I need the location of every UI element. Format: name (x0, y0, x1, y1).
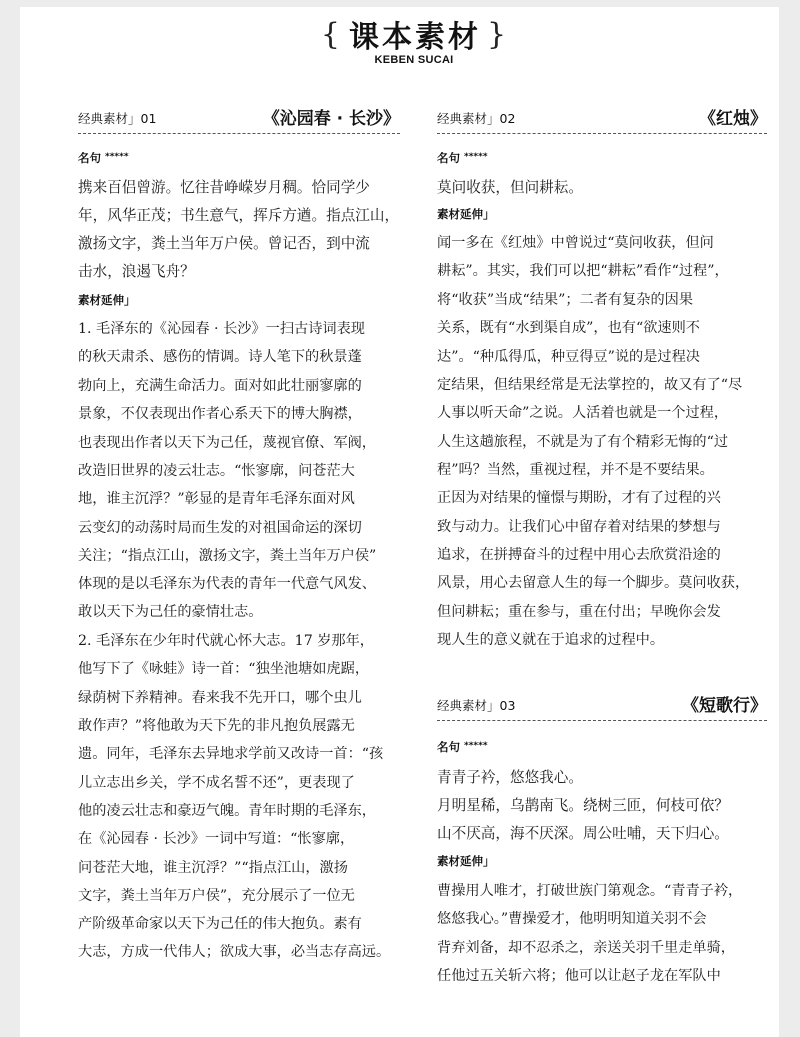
dashed-divider (437, 133, 767, 134)
paragraph-line: 悠悠我心。”曹操爱才，他明明知道关羽不会 (437, 911, 707, 927)
paragraph-line: 耕耘”。其实，我们可以把“耕耘”看作“过程”， (437, 263, 729, 279)
quote-line: 年，风华正茂；书生意气，挥斥方遒。指点江山， (78, 207, 400, 224)
section-title: 《短歌行》 (682, 696, 767, 716)
paragraph-line: 的秋天肃杀、感伤的情调。诗人笔下的秋景蓬 (78, 349, 362, 365)
paragraph-line: 风景，用心去留意人生的每一个脚步。莫问收获， (437, 575, 750, 591)
paragraph-line: 曹操用人唯才，打破世族门第观念。“青青子衿， (437, 883, 743, 899)
star-rating-icon: ***** (464, 152, 488, 162)
page-title-group (321, 12, 509, 56)
extension-tag: 素材延伸」 (437, 854, 495, 868)
paragraph-line: 敢作声？”将他敢为天下先的非凡抱负展露无 (78, 718, 355, 734)
page-header (0, 12, 800, 56)
paragraph-line: 敢以天下为己任的豪情壮志。 (78, 604, 263, 620)
paragraph-line: 文字，粪土当年万户侯”，充分展示了一位无 (78, 888, 355, 904)
quote-tag-label: 名句 (78, 151, 101, 165)
brace-right-ornament-icon: } (487, 16, 510, 52)
paragraph-line: 云变幻的动荡时局而生发的对祖国命运的深切 (78, 520, 362, 536)
star-rating-icon: ***** (105, 152, 129, 162)
paragraph-line: 他的凌云壮志和豪迈气魄。青年时期的毛泽东， (78, 803, 376, 819)
quote-line: 青青子衿，悠悠我心。 (437, 769, 583, 786)
paragraph-line: 达”。“种瓜得瓜，种豆得豆”说的是过程决 (437, 349, 700, 365)
paragraph-line: 关系，既有“水到渠自成”，也有“欲速则不 (437, 320, 700, 336)
section-label: 经典素材」01 (78, 111, 157, 126)
brace-left-ornament-icon: { (320, 16, 343, 52)
paragraph-line: 定结果，但结果经常是无法掌控的，故又有了“尽 (437, 377, 743, 393)
section-label: 经典素材」03 (437, 698, 516, 713)
extension-tag: 素材延伸」 (78, 293, 136, 307)
quote-tag (437, 739, 488, 755)
star-rating-icon: ***** (464, 741, 488, 751)
paragraph-line: 任他过五关斩六将；他可以让赵子龙在军队中 (437, 968, 721, 984)
paragraph-line: 正因为对结果的憧憬与期盼，才有了过程的兴 (437, 490, 721, 506)
quote-line: 激扬文字，粪土当年万户侯。曾记否，到中流 (78, 235, 370, 252)
paragraph-line: 在《沁园春 · 长沙》一词中写道：“怅寥廓， (78, 831, 355, 847)
section-header (437, 690, 767, 716)
quote-line: 击水，浪遏飞舟？ (78, 263, 195, 280)
paragraph-line: 背弃刘备，却不忍杀之，亲送关羽千里走单骑， (437, 940, 735, 956)
paragraph-line: 地，谁主沉浮？”彰显的是青年毛泽东面对风 (78, 491, 355, 507)
quote-line: 月明星稀，乌鹊南飞。绕树三匝，何枝可依？ (437, 797, 729, 814)
quote-line: 莫问收获，但问耕耘。 (437, 179, 583, 196)
quote-tag-label: 名句 (437, 740, 460, 754)
section-header (78, 103, 400, 129)
paragraph-line: 遗。同年，毛泽东去异地求学前又改诗一首：“孩 (78, 746, 384, 762)
paragraph-line: 现人生的意义就在于追求的过程中。 (437, 632, 665, 648)
paragraph-line: 他写下了《咏蛙》诗一首：“独坐池塘如虎踞， (78, 661, 370, 677)
paragraph-line: 但问耕耘；重在参与，重在付出；早晚你会发 (437, 604, 721, 620)
paragraph-line: 儿立志出乡关，学不成名誓不还”，更表现了 (78, 775, 355, 791)
paragraph-line: 关注；“指点江山，激扬文字，粪土当年万户侯” (78, 548, 377, 564)
paragraph-line: 问苍茫大地，谁主沉浮？”“指点江山，激扬 (78, 860, 348, 876)
paragraph-line: 产阶级革命家以天下为己任的伟大抱负。素有 (78, 916, 362, 932)
quote-tag (78, 150, 129, 166)
paragraph-line: 大志，方成一代伟人；欲成大事，必当志存高远。 (78, 944, 391, 960)
paragraph-line: 改造旧世界的凌云壮志。“怅寥廓，问苍茫大 (78, 463, 355, 479)
section-label: 经典素材」02 (437, 111, 516, 126)
paragraph-line: 体现的是以毛泽东为代表的青年一代意气风发、 (78, 576, 376, 592)
quote-line: 山不厌高，海不厌深。周公吐哺，天下归心。 (437, 825, 729, 842)
paragraph-line: 致与动力。让我们心中留存着对结果的梦想与 (437, 519, 721, 535)
page-subtitle: KEBEN SUCAI (374, 54, 454, 66)
paragraph-line: 追求，在拼搏奋斗的过程中用心去欣赏沿途的 (437, 547, 721, 563)
paragraph-line: 勃向上，充满生命活力。面对如此壮丽寥廓的 (78, 378, 362, 394)
quote-line: 携来百侣曾游。忆往昔峥嵘岁月稠。恰同学少 (78, 179, 370, 196)
quote-tag (437, 150, 488, 166)
paragraph-line: 程”吗？当然，重视过程，并不是不要结果。 (437, 462, 714, 478)
paragraph-line: 闻一多在《红烛》中曾说过“莫问收获，但问 (437, 235, 714, 251)
quote-tag-label: 名句 (437, 151, 460, 165)
section-header (437, 103, 767, 129)
page-title: 课本素材 (349, 20, 481, 55)
paragraph-line: 绿荫树下养精神。春来我不先开口，哪个虫儿 (78, 690, 362, 706)
extension-tag: 素材延伸」 (437, 207, 495, 221)
dashed-divider (437, 720, 767, 721)
section-title: 《沁园春 · 长沙》 (262, 109, 400, 129)
paragraph-line: 2. 毛泽东在少年时代就心怀大志。17 岁那年， (78, 633, 374, 649)
dashed-divider (78, 133, 400, 134)
paragraph-line: 也表现出作者以天下为己任，蔑视官僚、军阀， (78, 435, 376, 451)
paragraph-line: 景象，不仅表现出作者心系天下的博大胸襟， (78, 406, 362, 422)
paragraph-line: 人事以听天命”之说。人活着也就是一个过程， (437, 405, 729, 421)
paragraph-line: 将“收获”当成“结果”；二者有复杂的因果 (437, 292, 694, 308)
paragraph-line: 1. 毛泽东的《沁园春 · 长沙》一扫古诗词表现 (78, 321, 365, 337)
section-title: 《红烛》 (699, 109, 767, 129)
paragraph-line: 人生这趟旅程，不就是为了有个精彩无悔的“过 (437, 434, 729, 450)
